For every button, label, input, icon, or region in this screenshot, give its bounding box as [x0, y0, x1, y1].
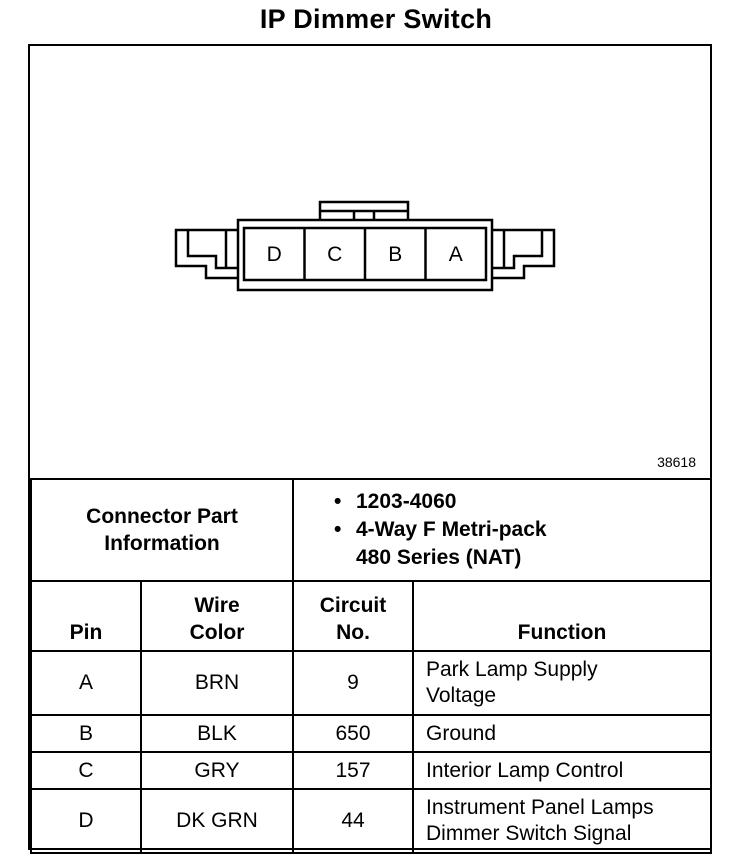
connector-diagram [30, 46, 710, 478]
pin-label-b: B [388, 243, 403, 266]
circuit-cell: 9 [293, 651, 413, 715]
pin-cell: C [31, 752, 141, 789]
header-wire-color: Wire Color [141, 581, 293, 651]
pin-cell: B [31, 715, 141, 752]
function-cell: Interior Lamp Control [413, 752, 711, 789]
circuit-cell: 157 [293, 752, 413, 789]
header-circuit-no: Circuit No. [293, 581, 413, 651]
part-number: • 1203-4060 [334, 488, 710, 516]
figure-id: 38618 [657, 454, 696, 470]
circuit-cell: 650 [293, 715, 413, 752]
table-row [31, 789, 711, 853]
pin-label-c: C [327, 243, 343, 266]
table-row [31, 752, 711, 789]
pin-label-a: A [448, 243, 463, 266]
connector-info-label: Connector Part Information [31, 479, 293, 581]
wire-color-cell: DK GRN [141, 789, 293, 853]
pin-label-d: D [266, 243, 282, 266]
page-title: IP Dimmer Switch [259, 4, 493, 34]
pinout-table [30, 478, 712, 854]
right-ear [492, 230, 554, 278]
function-cell: Park Lamp Supply Voltage [413, 651, 711, 715]
header-pin: Pin [31, 581, 141, 651]
connector-info-details [293, 479, 711, 581]
connector-type: • 4-Way F Metri-pack 480 Series (NAT) [334, 516, 710, 572]
table-row [31, 715, 711, 752]
pin-cell: D [31, 789, 141, 853]
wire-color-cell: BRN [141, 651, 293, 715]
connector-sheet [28, 44, 712, 850]
table-header-row [31, 581, 711, 651]
wire-color-cell: BLK [141, 715, 293, 752]
header-function: Function [413, 581, 711, 651]
left-ear [176, 230, 238, 278]
connector-info-row [31, 479, 711, 581]
table-row [31, 651, 711, 715]
function-cell: Ground [413, 715, 711, 752]
circuit-cell: 44 [293, 789, 413, 853]
function-cell: Instrument Panel Lamps Dimmer Switch Signal [413, 789, 711, 853]
pin-cell: A [31, 651, 141, 715]
connector-face-drawing [30, 46, 710, 478]
wire-color-cell: GRY [141, 752, 293, 789]
